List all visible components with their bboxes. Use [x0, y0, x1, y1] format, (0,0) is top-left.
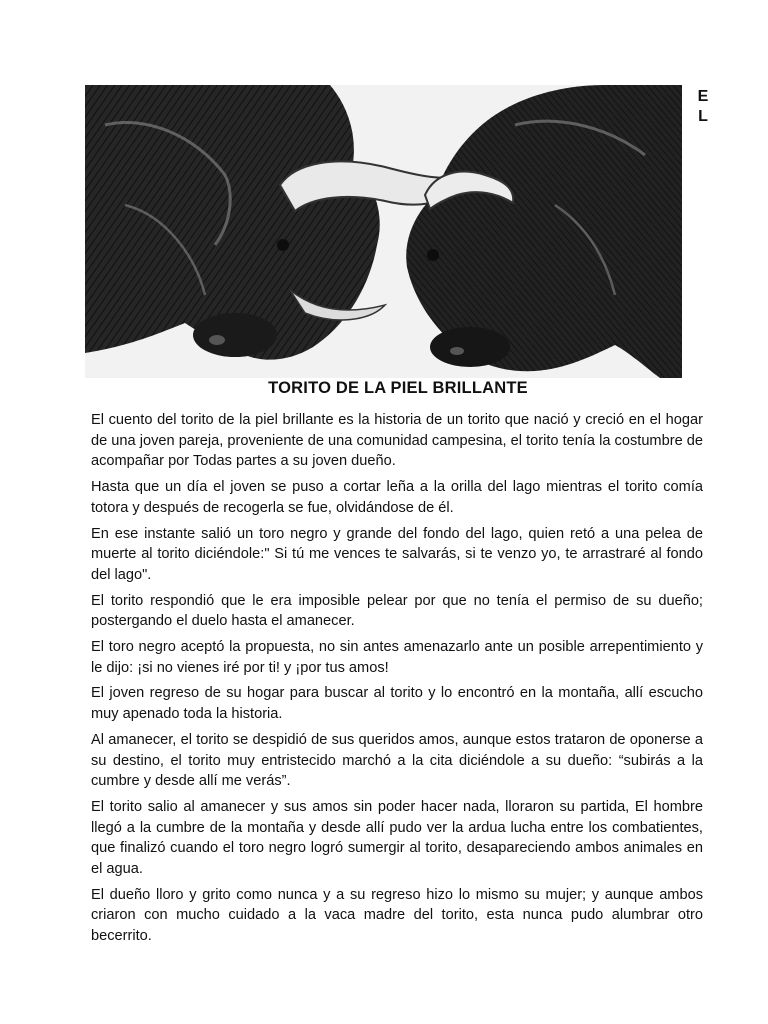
story-title: TORITO DE LA PIEL BRILLANTE [268, 379, 528, 397]
story-paragraph: Hasta que un día el joven se puso a cortar leña a la orilla del lago mientras el torito comía totora y después de recogerla se fue, olvidándose de él. [91, 479, 703, 516]
story-paragraph: El dueño lloro y grito como nunca y a su regreso hizo lo mismo su mujer; y aunque ambos criaron con mucho cuidado a la vaca madre del torito, esta nunca pudo alumbrar otro becerrito. [91, 886, 703, 945]
story-body [91, 410, 703, 952]
side-letters [693, 87, 713, 127]
bulls-illustration-drawing [85, 85, 682, 378]
story-paragraph: El toro negro aceptó la propuesta, no sin antes amenazarlo ante un posible arrepentimiento y le dijo: ¡si no vienes iré por ti! y ¡por tus amos! [91, 639, 703, 676]
side-letter: L [698, 108, 708, 125]
story-paragraph: El joven regreso de su hogar para buscar al torito y lo encontró en la montaña, allí escucho muy apenado toda la historia. [91, 685, 703, 723]
side-letter: E [697, 88, 709, 105]
story-paragraph: En ese instante salió un toro negro y grande del fondo del lago, quien retó a una pelea de muerte al torito diciéndole:" Si tú me vences te salvarás, si te venzo yo, te arrastraré al fondo del lago". [91, 525, 703, 583]
story-paragraph: El cuento del torito de la piel brillante es la historia de un torito que nació y creció en el hogar de una joven pareja, proveniente de una comunidad campesina, el torito tenía la costumbre de acompañar por Todas partes a su joven dueño. [91, 412, 703, 470]
story-paragraph: El torito salio al amanecer y sus amos sin poder hacer nada, lloraron su partida, El hombre llegó a la cumbre de la montaña y desde allí pudo ver la ardua lucha entre los combatientes, que finalizó cuando el toro negro logró sumergir al torito, desapareciendo ambos animales en el agua. [91, 798, 703, 878]
story-paragraph: Al amanecer, el torito se despidió de sus queridos amos, aunque estos trataron de oponerse a su destino, el torito muy entristecido marchó a la cita diciéndole a su dueño: “subirás a la cumbre y desde allí me verás”. [91, 731, 703, 790]
story-paragraph: El torito respondió que le era imposible pelear por que no tenía el permiso de su dueño; postergando el duelo hasta el amanecer. [91, 592, 703, 630]
bulls-illustration [85, 85, 682, 378]
